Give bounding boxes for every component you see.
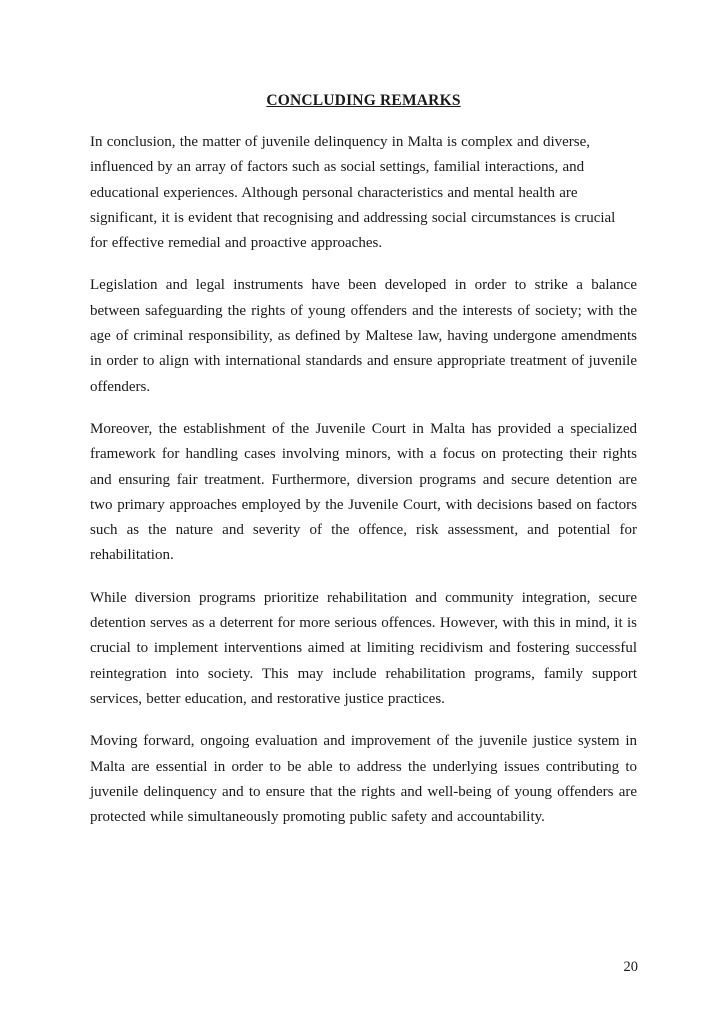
section-title: CONCLUDING REMARKS — [266, 92, 461, 109]
paragraph-legislation: Legislation and legal instruments have been developed in order to strike a balance between safeguarding the rights of young offenders and the interests of society; with the age of criminal responsibility, as defined by Maltese law, having undergone amendments in order to align with international standards and ensure appropriate treatment of juvenile offenders. — [90, 277, 637, 395]
paragraph-moving-forward: Moving forward, ongoing evaluation and improvement of the juvenile justice system in Malta are essential in order to be able to address the underlying issues contributing to juvenile delinquency and to ensure that the rights and well-being of young offenders are protected while simultaneously promoting public safety and accountability. — [90, 733, 637, 826]
page-number: 20 — [623, 959, 638, 975]
paragraph-juvenile-court: Moreover, the establishment of the Juvenile Court in Malta has provided a specialized framework for handling cases involving minors, with a focus on protecting their rights and ensuring fair treatment. Furthermore, diversion programs and secure detention are two primary approaches employed by the Juvenile Court, with decisions based on factors such as the nature and severity of the offence, risk assessment, and potential for rehabilitation. — [90, 420, 637, 564]
paragraph-diversion-programs: While diversion programs prioritize rehabilitation and community integration, secure detention serves as a deterrent for more serious offences. However, with this in mind, it is crucial to implement interventions aimed at limiting recidivism and fostering successful reintegration into society. This may include rehabilitation programs, family support services, better education, and restorative justice practices. — [90, 589, 637, 707]
paragraph-conclusion-intro: In conclusion, the matter of juvenile delinquency in Malta is complex and diverse, influenced by an array of factors such as social settings, familial interactions, and educational experiences. Although personal characteristics and mental health are significant, it is evident that recognising and addressing social circumstances is crucial for effective remedial and proactive approaches. — [90, 134, 616, 252]
